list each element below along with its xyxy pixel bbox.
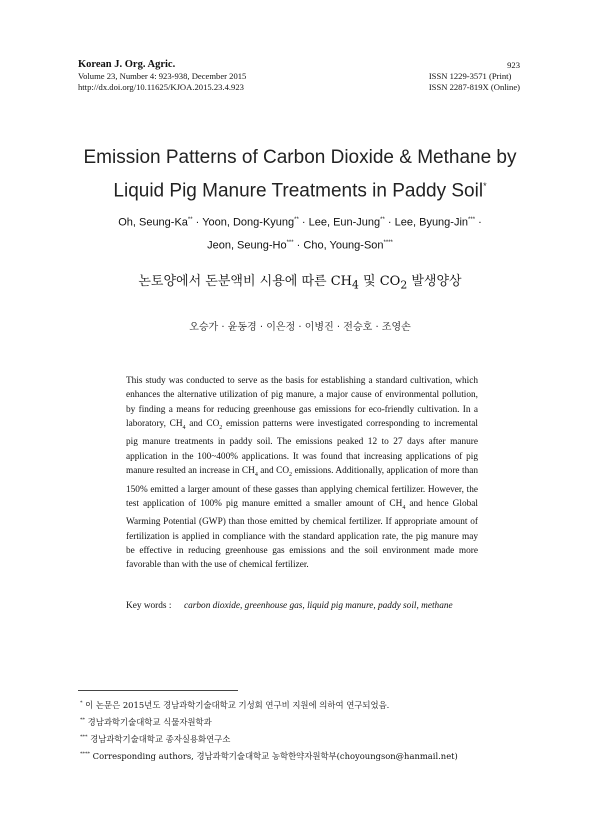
paper-title: [40, 144, 560, 205]
volume-info: Volume 23, Number 4: 923-938, December 2015: [78, 71, 247, 81]
korean-title-part: 논토양에서 돈분액비 시용에 따른 CH: [138, 274, 353, 289]
affiliation-mark: ****: [383, 239, 393, 246]
korean-title-part: 발생양상: [407, 274, 462, 289]
abstract-text: and hence Global Warming Potential (GWP) than those emitted by chemical fertilizer. If appropriate amount of fertilization is applied in compliance with the standard application rate, the pig manure may be effective in reducing greenhouse gas emissions and the soil environment made more favorable than with the use of chemical fertilizer.: [126, 498, 478, 571]
abstract-text: emissions. Additionally, application of more than 150% emitted a larger amount of these gasses than applying chemical fertilizer. However, the test application of 100% pig manure emitted a smaller amount of CH: [126, 466, 478, 509]
affiliation-mark: **: [294, 217, 299, 223]
title-line-1: Emission Patterns of Carbon Dioxide & Methane by: [83, 147, 517, 168]
issn-print: ISSN 1229-3571 (Print): [428, 71, 512, 81]
footnote-2: [80, 714, 212, 728]
subscript: 2: [219, 425, 223, 432]
subscript: 2: [400, 278, 408, 292]
abstract-text: emission patterns were investigated corresponding to incremental pig manure treatments in paddy soil. The emissions peaked 12 to 27 days after manure application in the 100~400% applications. It was found that increasing applications of pig manure resulted an increase in CH: [126, 419, 478, 477]
author-name: Lee, Byung-Jin: [394, 216, 469, 229]
keywords-label: Key words :: [126, 601, 172, 611]
korean-author-list: 오승가 · 윤동경 · 이은정 · 이병진 · 전승호 · 조영손: [189, 322, 411, 333]
author-list: [60, 210, 540, 255]
subscript: 2: [289, 472, 293, 479]
abstract-text: and CO: [257, 466, 290, 477]
affiliation-mark: ***: [286, 239, 294, 246]
footnote-mark: ***: [80, 734, 88, 740]
author-name: Lee, Eun-Jung: [308, 216, 381, 229]
footnote-mark: *: [80, 700, 83, 706]
separator: ·: [387, 216, 392, 229]
title-line-2: Liquid Pig Manure Treatments in Paddy Soil: [113, 180, 484, 202]
author-name: Cho, Young-Son: [303, 239, 384, 252]
subscript: 4: [254, 472, 258, 479]
journal-header: [78, 58, 246, 93]
korean-title-part: 및 CO: [358, 274, 401, 289]
footnote-text: 이 논문은 2015년도 경남과학기술대학교 기성회 연구비 지원에 의하여 연구되었음.: [82, 699, 390, 710]
footnote-text: Corresponding authors, 경남과학기술대학교 농학한약자원학부(choyoungson@hanmail.net): [90, 750, 458, 761]
separator: ·: [478, 216, 482, 229]
author-name: Yoon, Dong-Kyung: [202, 216, 295, 229]
page-number: 923: [507, 60, 520, 70]
issn-header: [429, 60, 520, 93]
separator: ·: [195, 216, 200, 229]
keywords-text: carbon dioxide, greenhouse gas, liquid pig manure, paddy soil, methane: [184, 601, 453, 611]
affiliation-mark: ***: [468, 217, 476, 223]
affiliation-mark: **: [380, 217, 385, 223]
author-name: Oh, Seung-Ka: [118, 216, 188, 229]
abstract-text: This study was conducted to serve as the basis for establishing a standard cultivation, which enhances the alternative utilization of pig manure, a major cause of environmental pollution, by finding a means for reducing greenhouse gas emissions for eco-friendly cultivation. In a laboratory, CH: [126, 376, 478, 430]
doi-link[interactable]: http://dx.doi.org/10.11625/KJOA.2015.23.4.923: [78, 82, 244, 92]
author-name: Jeon, Seung-Ho: [207, 239, 287, 252]
footnote-mark: ****: [80, 751, 90, 757]
korean-title: [40, 270, 560, 292]
separator: ·: [296, 239, 301, 252]
separator: ·: [301, 216, 306, 229]
footnote-text: 경남과학기술대학교 종자실용화연구소: [87, 733, 231, 744]
abstract-text: and CO: [185, 419, 220, 430]
subscript: 4: [402, 504, 406, 511]
footnote-4: [80, 748, 458, 762]
footnote-mark: **: [80, 717, 85, 723]
subscript: 4: [182, 425, 186, 432]
affiliation-mark: **: [187, 217, 193, 223]
title-footnote-mark: *: [483, 181, 487, 191]
footnote-1: [80, 697, 389, 711]
journal-name: Korean J. Org. Agric.: [78, 59, 176, 70]
abstract: [126, 374, 478, 573]
keywords: [126, 599, 486, 613]
issn-online: ISSN 2287-819X (Online): [428, 82, 520, 92]
footnote-3: [80, 731, 230, 745]
subscript: 4: [352, 278, 359, 292]
footnote-text: 경남과학기술대학교 식물자원학과: [85, 716, 212, 727]
footnote-divider: [78, 690, 238, 691]
